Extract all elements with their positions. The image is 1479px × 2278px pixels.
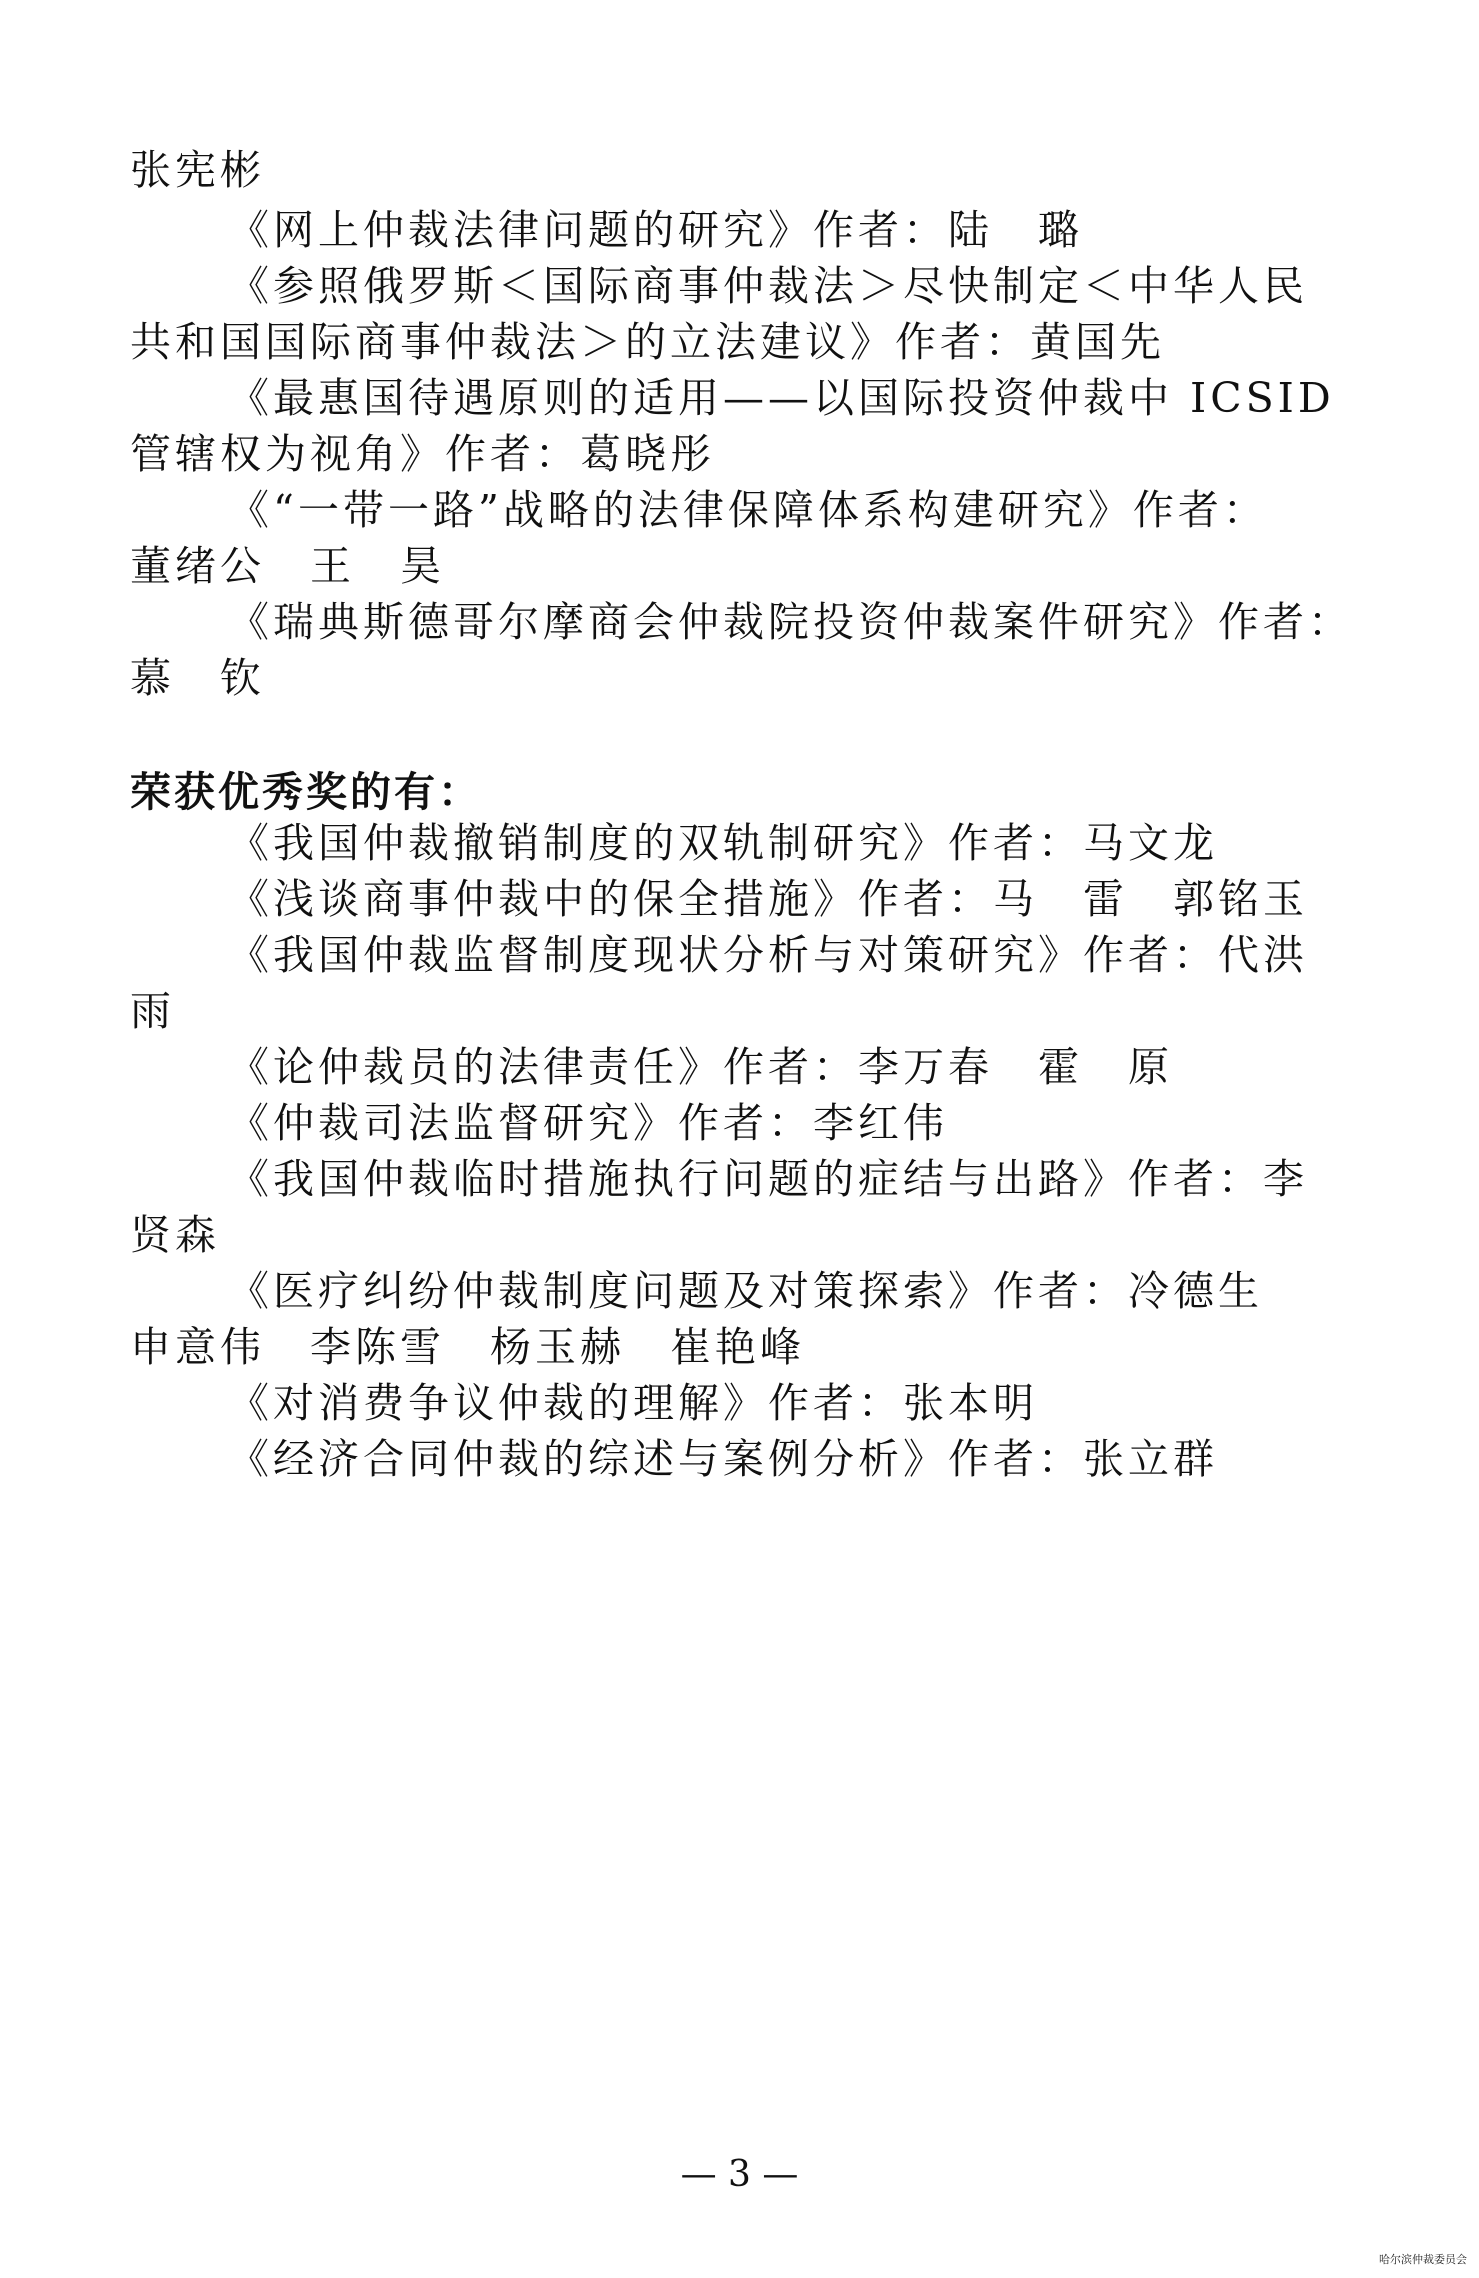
text-line: 《网上仲裁法律问题的研究》作者：陆 璐 bbox=[228, 206, 1083, 254]
text-line: 《“一带一路”战略的法律保障体系构建研究》作者： bbox=[228, 486, 1268, 534]
text-line: 《论仲裁员的法律责任》作者：李万春 霍 原 bbox=[228, 1043, 1173, 1091]
text-line: 申意伟 李陈雪 杨玉赫 崔艳峰 bbox=[130, 1323, 805, 1371]
text-line: 《我国仲裁撤销制度的双轨制研究》作者：马文龙 bbox=[228, 819, 1218, 867]
text-line: 《浅谈商事仲裁中的保全措施》作者：马 雷 郭铭玉 bbox=[228, 875, 1308, 923]
text-line: 贤森 bbox=[130, 1211, 220, 1259]
text-line: 《最惠国待遇原则的适用——以国际投资仲裁中 ICSID bbox=[228, 374, 1335, 422]
text-line: 《仲裁司法监督研究》作者：李红伟 bbox=[228, 1099, 948, 1147]
text-line: 《经济合同仲裁的综述与案例分析》作者：张立群 bbox=[228, 1435, 1218, 1483]
text-line: 《对消费争议仲裁的理解》作者：张本明 bbox=[228, 1379, 1038, 1427]
section-heading: 荣获优秀奖的有： bbox=[130, 768, 482, 816]
page-number: — 3 — bbox=[680, 2154, 799, 2195]
text-line: 《医疗纠纷仲裁制度问题及对策探索》作者：冷德生 bbox=[228, 1267, 1263, 1315]
text-line: 共和国国际商事仲裁法＞的立法建议》作者：黄国先 bbox=[130, 318, 1165, 366]
text-line: 慕 钦 bbox=[130, 654, 265, 702]
text-line: 《我国仲裁监督制度现状分析与对策研究》作者：代洪 bbox=[228, 931, 1308, 979]
text-line: 雨 bbox=[130, 987, 175, 1035]
text-line: 董绪公 王 昊 bbox=[130, 542, 445, 590]
watermark: 哈尔滨仲裁委员会 bbox=[1379, 2253, 1467, 2266]
text-line: 张宪彬 bbox=[130, 146, 265, 194]
text-line: 《我国仲裁临时措施执行问题的症结与出路》作者：李 bbox=[228, 1155, 1308, 1203]
text-line: 《瑞典斯德哥尔摩商会仲裁院投资仲裁案件研究》作者： bbox=[228, 598, 1353, 646]
text-line: 《参照俄罗斯＜国际商事仲裁法＞尽快制定＜中华人民 bbox=[228, 262, 1308, 310]
text-line: 管辖权为视角》作者：葛晓彤 bbox=[130, 430, 715, 478]
